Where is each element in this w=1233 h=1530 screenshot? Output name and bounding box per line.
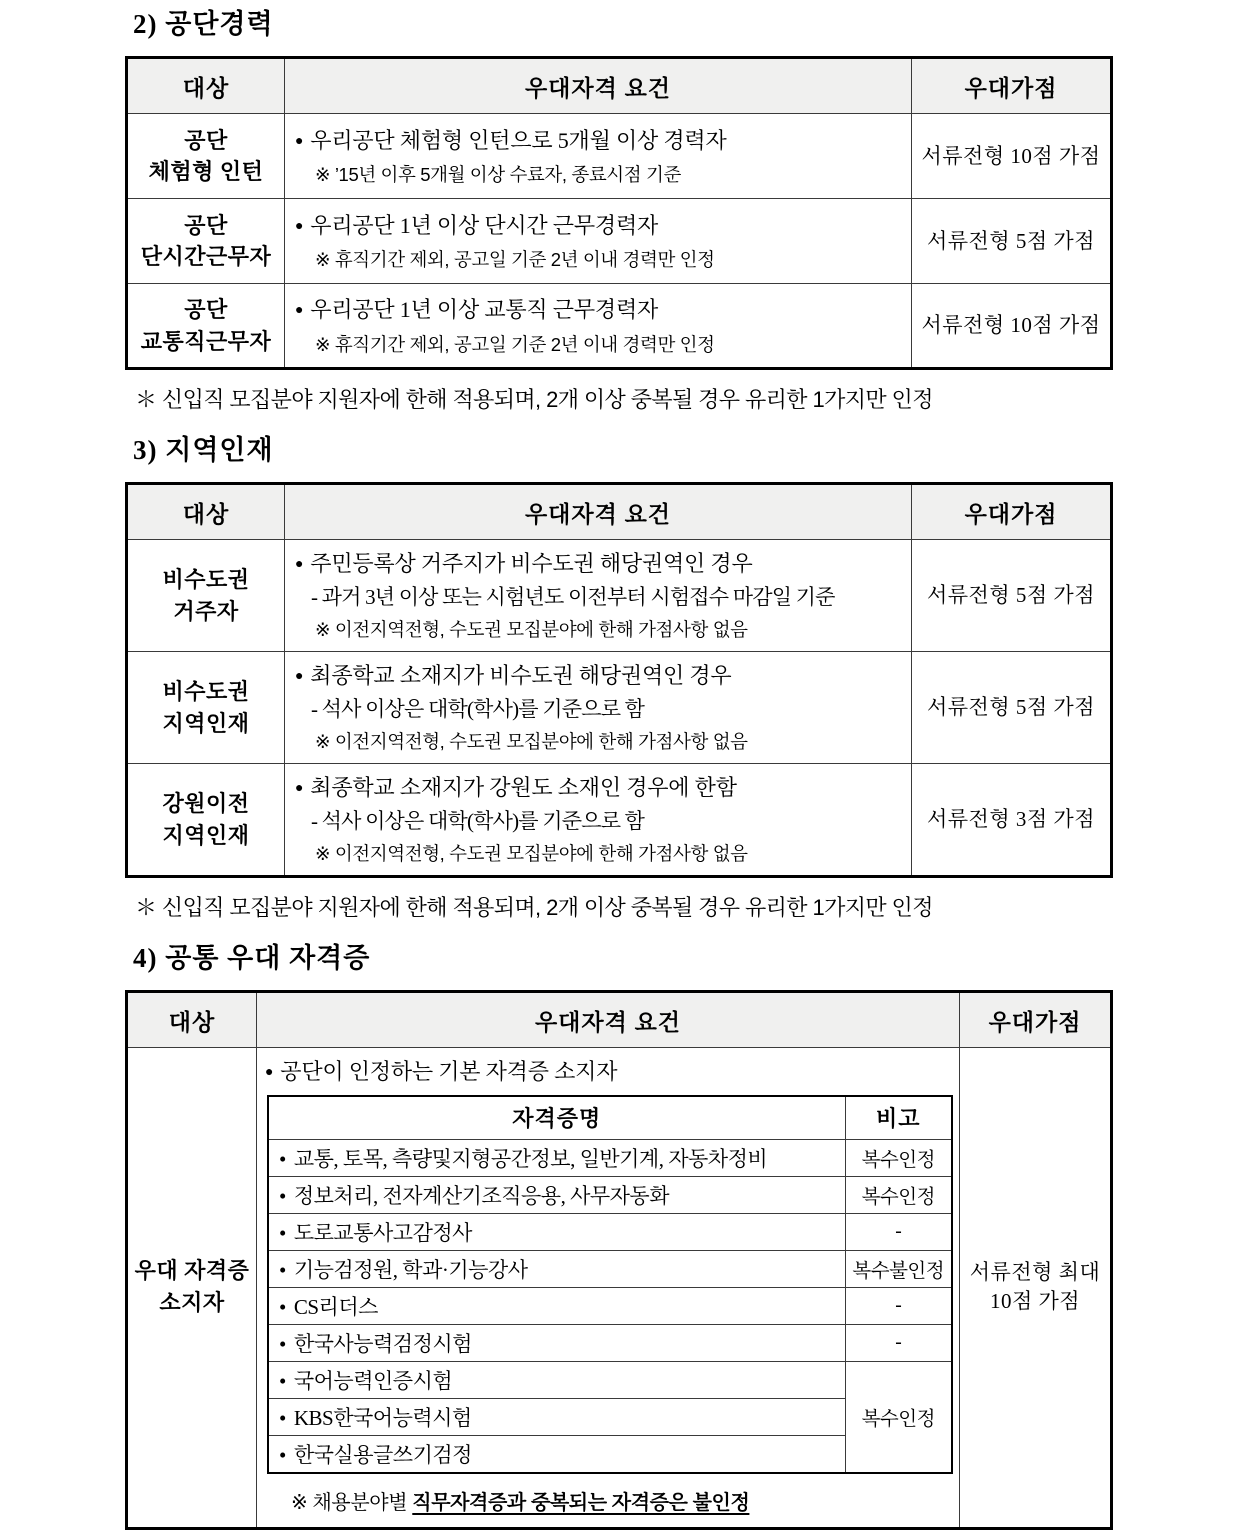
certificate-row [268, 1176, 952, 1213]
certificate-name: 한국실용글쓰기검정 [293, 1442, 472, 1467]
certificate-name: 기능검정원, 학과·기능강사 [293, 1257, 528, 1282]
section-title-career: 2) 공단경력 [133, 9, 274, 39]
certificate-row [268, 1324, 952, 1361]
table-row [127, 1048, 1112, 1529]
column-header-bonus: 우대가점 [912, 484, 1112, 540]
certificate-row [268, 1361, 952, 1398]
bullet-icon [295, 663, 310, 688]
target-line: 강원이전 [162, 790, 250, 816]
certificate-name-cell [268, 1287, 845, 1324]
requirement-cell [285, 540, 912, 652]
bullet-icon [295, 775, 310, 800]
column-header-bonus: 우대가점 [960, 992, 1112, 1048]
requirement-bullet [295, 296, 903, 325]
target-cell [127, 284, 285, 369]
column-header-target: 대상 [127, 992, 257, 1048]
certificate-table-header-row [268, 1096, 952, 1140]
certificate-name: 도로교통사고감정사 [293, 1220, 472, 1245]
certificate-name-cell [268, 1324, 845, 1361]
certificate-name-cell [268, 1398, 845, 1435]
column-header-requirement: 우대자격 요건 [257, 992, 960, 1048]
requirement-cell [285, 199, 912, 284]
requirement-detail: - 석사 이상은 대학(학사)를 기준으로 함 [311, 696, 645, 721]
career-table-header-row [127, 58, 1112, 114]
requirement-bullet [295, 127, 903, 156]
target-cell [127, 114, 285, 199]
column-header-cert-name: 자격증명 [268, 1096, 845, 1140]
target-line: 단시간근무자 [140, 244, 272, 270]
bullet-icon [295, 213, 310, 238]
requirement-note: ※ 이전지역전형, 수도권 모집분야에 한해 가점사항 없음 [315, 731, 748, 753]
region-table [125, 482, 1113, 878]
target-line: 공단 [184, 212, 228, 238]
bonus-line: 10점 가점 [989, 1289, 1081, 1314]
target-cell [127, 764, 285, 877]
certificate-row [268, 1139, 952, 1176]
certificate-remark-cell: 복수인정 [845, 1139, 952, 1176]
requirement-bullet [295, 662, 903, 691]
target-line: 비수도권 [162, 566, 250, 592]
target-cell [127, 199, 285, 284]
certificate-name: 국어능력인증시험 [293, 1368, 453, 1393]
certificate-name: KBS한국어능력시험 [293, 1405, 472, 1430]
target-line: 공단 [184, 127, 228, 153]
requirement-bullet [295, 550, 903, 579]
bullet-icon [279, 1258, 294, 1282]
certificate-row [268, 1213, 952, 1250]
requirement-text: 공단이 인정하는 기본 자격증 소지자 [280, 1059, 618, 1085]
bullet-icon [265, 1059, 280, 1084]
requirement-detail: - 석사 이상은 대학(학사)를 기준으로 함 [311, 808, 645, 833]
target-line: 체험형 인턴 [148, 159, 264, 185]
table-row [127, 764, 1112, 877]
column-header-requirement: 우대자격 요건 [285, 484, 912, 540]
column-header-cert-remark: 비고 [845, 1096, 952, 1140]
requirement-note: ※ 이전지역전형, 수도권 모집분야에 한해 가점사항 없음 [315, 619, 748, 641]
section-title-region: 3) 지역인재 [133, 434, 274, 465]
bullet-icon [279, 1406, 294, 1430]
requirement-cell [285, 652, 912, 764]
table-row [127, 284, 1112, 369]
column-header-target: 대상 [127, 484, 285, 540]
certificate-remark-cell: 복수인정 [845, 1176, 952, 1213]
target-line: 지역인재 [162, 710, 250, 736]
section-title-certs: 4) 공통 우대 자격증 [133, 942, 371, 973]
career-footnote: ＊ 신입직 모집분야 지원자에 한해 적용되며, 2개 이상 중복될 경우 유리한 1가지만 인정 [135, 387, 933, 413]
certificate-name: 교통, 토목, 측량및지형공간정보, 일반기계, 자동차정비 [293, 1146, 768, 1171]
certificate-name-cell [268, 1213, 845, 1250]
certificate-name-cell [268, 1176, 845, 1213]
target-cell [127, 652, 285, 764]
bullet-icon [279, 1443, 294, 1467]
requirement-text: 최종학교 소재지가 강원도 소재인 경우에 한함 [310, 775, 737, 801]
requirement-cell [285, 284, 912, 369]
requirement-bullet [265, 1058, 951, 1087]
target-line: 소지자 [159, 1290, 225, 1316]
requirement-cell [257, 1048, 960, 1529]
bullet-icon [279, 1221, 294, 1245]
table-row [127, 114, 1112, 199]
bonus-cell: 서류전형 5점 가점 [912, 652, 1112, 764]
bullet-icon [295, 551, 310, 576]
certificate-remark-cell: - [845, 1213, 952, 1250]
requirement-text: 우리공단 1년 이상 단시간 근무경력자 [310, 212, 659, 238]
bonus-cell [960, 1048, 1112, 1529]
bonus-cell: 서류전형 5점 가점 [912, 199, 1112, 284]
bullet-icon [279, 1184, 294, 1208]
target-line: 공단 [184, 297, 228, 322]
certificate-name: CS리더스 [293, 1294, 378, 1319]
bullet-icon [295, 297, 310, 322]
bullet-icon [279, 1369, 294, 1393]
target-line: 거주자 [173, 598, 239, 624]
requirement-text: 우리공단 1년 이상 교통직 근무경력자 [310, 297, 659, 323]
certificate-name-cell [268, 1435, 845, 1473]
region-footnote: ＊ 신입직 모집분야 지원자에 한해 적용되며, 2개 이상 중복될 경우 유리한 1가지만 인정 [135, 895, 933, 921]
bonus-cell: 서류전형 3점 가점 [912, 764, 1112, 877]
bullet-icon [279, 1295, 294, 1319]
certificate-remark-cell: - [845, 1287, 952, 1324]
bonus-cell: 서류전형 5점 가점 [912, 540, 1112, 652]
certificate-remark-cell-merged: 복수인정 [845, 1361, 952, 1473]
certificate-note-prefix: ※ 채용분야별 [291, 1491, 413, 1514]
requirement-cell [285, 764, 912, 877]
certificate-remark-cell: - [845, 1324, 952, 1361]
certificate-remark-cell: 복수불인정 [845, 1250, 952, 1287]
target-line: 교통직근무자 [140, 328, 272, 354]
requirement-cell [285, 114, 912, 199]
requirement-note: ※ 휴직기간 제외, 공고일 기준 2년 이내 경력만 인정 [315, 249, 715, 271]
target-cell [127, 1048, 257, 1529]
column-header-bonus: 우대가점 [912, 58, 1112, 114]
bonus-cell: 서류전형 10점 가점 [912, 114, 1112, 199]
requirement-note: ※ ’15년 이후 5개월 이상 수료자, 종료시점 기준 [315, 164, 681, 186]
target-line: 우대 자격증 [134, 1258, 250, 1284]
bonus-line: 서류전형 최대 [969, 1259, 1101, 1284]
requirement-text: 주민등록상 거주지가 비수도권 해당권역인 경우 [310, 551, 753, 577]
requirement-bullet [295, 774, 903, 803]
table-row [127, 652, 1112, 764]
bonus-cell: 서류전형 10점 가점 [912, 284, 1112, 369]
certificate-name-cell [268, 1250, 845, 1287]
certificate-list-table [267, 1095, 953, 1474]
bullet-icon [279, 1147, 294, 1171]
table-row [127, 199, 1112, 284]
certificate-name-cell [268, 1139, 845, 1176]
requirement-note: ※ 휴직기간 제외, 공고일 기준 2년 이내 경력만 인정 [315, 333, 715, 355]
region-table-header-row [127, 484, 1112, 540]
certs-table-header-row [127, 992, 1112, 1048]
target-line: 비수도권 [162, 678, 250, 704]
requirement-text: 우리공단 체험형 인턴으로 5개월 이상 경력자 [310, 127, 727, 153]
bullet-icon [279, 1332, 294, 1356]
certificate-name: 정보처리, 전자계산기조직응용, 사무자동화 [293, 1183, 670, 1208]
requirement-text: 최종학교 소재지가 비수도권 해당권역인 경우 [310, 663, 732, 689]
certs-table [125, 990, 1113, 1530]
certificate-name-cell [268, 1361, 845, 1398]
table-row [127, 540, 1112, 652]
target-cell [127, 540, 285, 652]
certificate-note-emphasis: 직무자격증과 중복되는 자격증은 불인정 [412, 1491, 750, 1514]
career-table [125, 56, 1113, 370]
column-header-requirement: 우대자격 요건 [285, 58, 912, 114]
requirement-note: ※ 이전지역전형, 수도권 모집분야에 한해 가점사항 없음 [315, 843, 748, 865]
bullet-icon [295, 128, 310, 153]
certificate-note [291, 1486, 951, 1515]
certificate-row [268, 1287, 952, 1324]
requirement-bullet [295, 212, 903, 241]
target-line: 지역인재 [162, 822, 250, 848]
column-header-target: 대상 [127, 58, 285, 114]
certificate-name: 한국사능력검정시험 [293, 1331, 472, 1356]
certificate-row [268, 1250, 952, 1287]
requirement-detail: - 과거 3년 이상 또는 시험년도 이전부터 시험접수 마감일 기준 [311, 584, 835, 609]
